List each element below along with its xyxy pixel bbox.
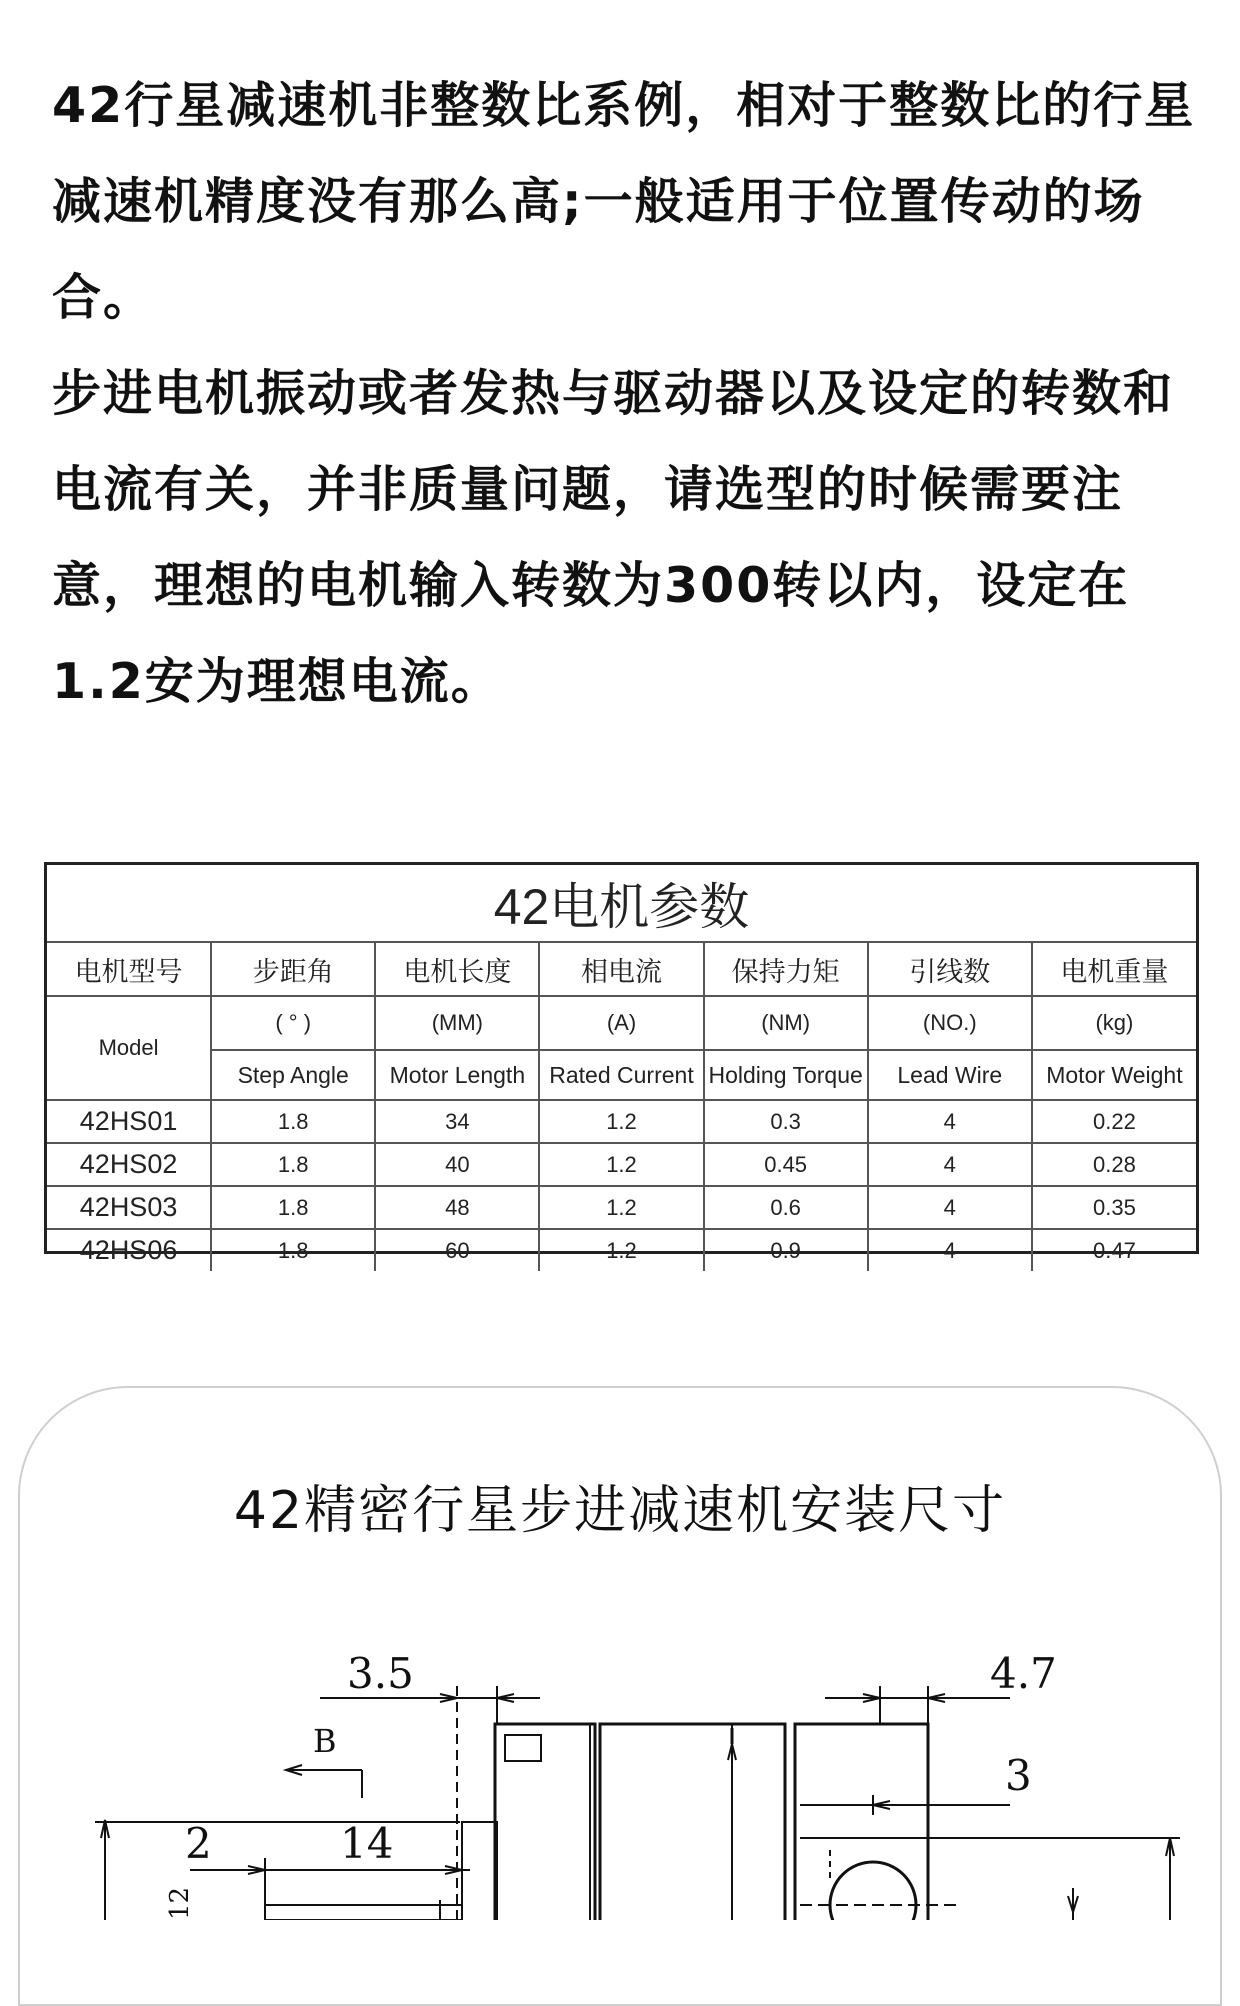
cell-torque: 0.45 (704, 1143, 868, 1186)
cell-step-angle: 1.8 (211, 1186, 375, 1229)
dim-label-3-5: 3.5 (347, 1649, 414, 1698)
dim-label-4-7: 4.7 (990, 1649, 1057, 1698)
cell-step-angle: 1.8 (211, 1143, 375, 1186)
cell-model: 42HS02 (47, 1143, 211, 1186)
header-en-current: Rated Current (539, 1050, 703, 1100)
header-length: 电机长度 (375, 942, 539, 996)
shaft-circle (830, 1862, 916, 1920)
drawing-lines (95, 1686, 1180, 1920)
dim-label-3: 3 (1005, 1751, 1032, 1800)
cell-length: 34 (375, 1100, 539, 1143)
header-en-wires: Lead Wire (868, 1050, 1032, 1100)
table-title: 42电机参数 (47, 865, 1196, 942)
intro-paragraph-1: 42行星减速机非整数比系例，相对于整数比的行星减速机精度没有那么高;一般适用于位置传动的场合。 (52, 77, 1196, 326)
header-torque: 保持力矩 (704, 942, 868, 996)
unit-wires: (NO.) (868, 996, 1032, 1050)
header-en-length: Motor Length (375, 1050, 539, 1100)
unit-torque: (NM) (704, 996, 868, 1050)
header-en-step-angle: Step Angle (211, 1050, 375, 1100)
dim-label-12: 12 (165, 1886, 195, 1920)
cell-weight: 0.28 (1032, 1143, 1196, 1186)
cell-current: 1.2 (539, 1186, 703, 1229)
header-model: 电机型号 (47, 942, 211, 996)
header-en-torque: Holding Torque (704, 1050, 868, 1100)
unit-step-angle: ( ° ) (211, 996, 375, 1050)
section-label-b: B (313, 1722, 337, 1760)
cell-model: 42HS03 (47, 1186, 211, 1229)
cell-step-angle: 1.8 (211, 1100, 375, 1143)
cell-current: 1.2 (539, 1143, 703, 1186)
cell-length: 48 (375, 1186, 539, 1229)
cell-torque: 0.3 (704, 1100, 868, 1143)
dim-label-2: 2 (185, 1819, 212, 1868)
cell-weight: 0.47 (1032, 1229, 1196, 1271)
cell-step-angle: 1.8 (211, 1229, 375, 1271)
cell-current: 1.2 (539, 1229, 703, 1271)
gearbox-body (795, 1724, 928, 1920)
motor-flange (495, 1724, 595, 1920)
header-weight: 电机重量 (1032, 942, 1196, 996)
intro-paragraph-2: 步进电机振动或者发热与驱动器以及设定的转数和电流有关，并非质量问题，请选型的时候需要注意，理想的电机输入转数为300转以内，设定在1.2安为理想电流。 (52, 365, 1175, 710)
unit-length: (MM) (375, 996, 539, 1050)
motor-body (600, 1724, 785, 1920)
cell-wires: 4 (868, 1143, 1032, 1186)
cell-model: 42HS06 (47, 1229, 211, 1271)
dim-label-14: 14 (340, 1819, 394, 1868)
model-label: Model (47, 996, 211, 1100)
cell-weight: 0.22 (1032, 1100, 1196, 1143)
cell-current: 1.2 (539, 1100, 703, 1143)
cell-weight: 0.35 (1032, 1186, 1196, 1229)
cell-wires: 4 (868, 1186, 1032, 1229)
header-step-angle: 步距角 (211, 942, 375, 996)
cell-wires: 4 (868, 1100, 1032, 1143)
header-current: 相电流 (539, 942, 703, 996)
cell-torque: 0.6 (704, 1186, 868, 1229)
cell-torque: 0.9 (704, 1229, 868, 1271)
cell-length: 40 (375, 1143, 539, 1186)
drawing-title: 42精密行星步进减速机安装尺寸 (233, 1481, 1007, 1541)
header-wires: 引线数 (868, 942, 1032, 996)
connector-box (505, 1735, 541, 1761)
cell-model: 42HS01 (47, 1100, 211, 1143)
unit-current: (A) (539, 996, 703, 1050)
cell-wires: 4 (868, 1229, 1032, 1271)
header-en-weight: Motor Weight (1032, 1050, 1196, 1100)
cell-length: 60 (375, 1229, 539, 1271)
unit-weight: (kg) (1032, 996, 1196, 1050)
